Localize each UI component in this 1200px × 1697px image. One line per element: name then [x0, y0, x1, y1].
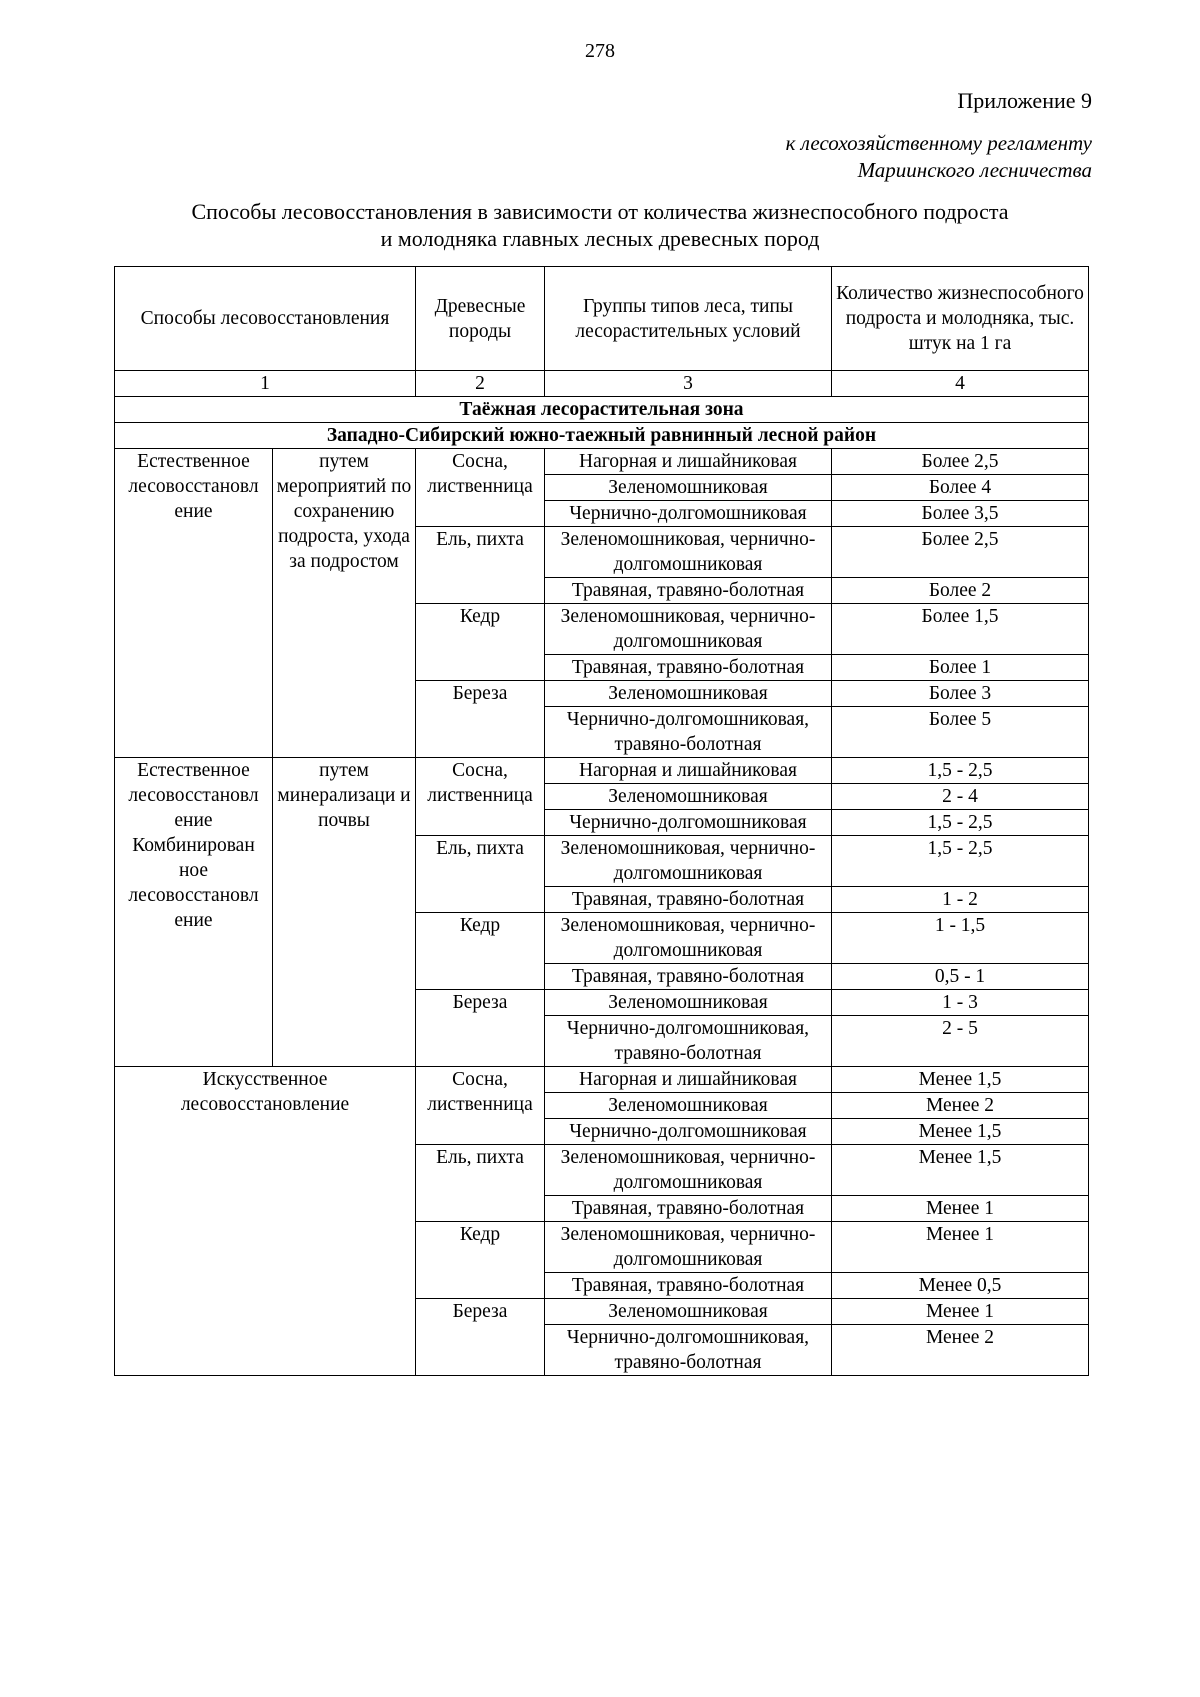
forest-group-cell: Травяная, травяно-болотная	[545, 1273, 832, 1299]
forest-group-cell: Зеленомошниковая, чернично-долгомошниковая	[545, 836, 832, 887]
forest-group-cell: Зеленомошниковая, чернично-долгомошниковая	[545, 604, 832, 655]
quantity-cell: 0,5 - 1	[832, 964, 1089, 990]
quantity-cell: Менее 1	[832, 1222, 1089, 1273]
quantity-cell: Более 5	[832, 707, 1089, 758]
table-row	[115, 449, 1089, 475]
subtitle-line: Мариинского лесничества	[857, 158, 1092, 182]
forest-group-cell: Травяная, травяно-болотная	[545, 1196, 832, 1222]
appendix-subtitle	[786, 130, 1092, 184]
forest-group-cell: Нагорная и лишайниковая	[545, 758, 832, 784]
quantity-cell: Менее 1,5	[832, 1067, 1089, 1093]
forest-group-cell: Нагорная и лишайниковая	[545, 1067, 832, 1093]
header-methods: Способы лесовосстановления	[115, 267, 416, 371]
quantity-cell: Более 3	[832, 681, 1089, 707]
quantity-cell: Менее 1	[832, 1299, 1089, 1325]
region-heading: Западно-Сибирский южно-таежный равнинный лесной район	[115, 423, 1089, 449]
zone-heading: Таёжная лесорастительная зона	[115, 397, 1089, 423]
forest-group-cell: Зеленомошниковая, чернично-долгомошниковая	[545, 913, 832, 964]
forest-group-cell: Чернично-долгомошниковая	[545, 810, 832, 836]
method-cell: Естественное лесовосстановл ение	[115, 449, 273, 758]
species-cell: Ель, пихта	[416, 836, 545, 913]
method-cell: Искусственное лесовосстановление	[115, 1067, 416, 1376]
forest-group-cell: Зеленомошниковая, чернично-долгомошниковая	[545, 527, 832, 578]
document-title	[0, 198, 1200, 252]
quantity-cell: Менее 1,5	[832, 1119, 1089, 1145]
quantity-cell: Более 4	[832, 475, 1089, 501]
species-cell: Береза	[416, 1299, 545, 1376]
quantity-cell: Менее 1	[832, 1196, 1089, 1222]
quantity-cell: Более 2,5	[832, 527, 1089, 578]
quantity-cell: 1,5 - 2,5	[832, 836, 1089, 887]
quantity-cell: Более 3,5	[832, 501, 1089, 527]
subtitle-line: к лесохозяйственному регламенту	[785, 131, 1092, 155]
quantity-cell: Менее 0,5	[832, 1273, 1089, 1299]
forest-group-cell: Чернично-долгомошниковая	[545, 1119, 832, 1145]
quantity-cell: 1 - 3	[832, 990, 1089, 1016]
quantity-cell: 2 - 5	[832, 1016, 1089, 1067]
page-number: 278	[585, 40, 615, 62]
column-number: 1	[115, 371, 416, 397]
species-cell: Береза	[416, 990, 545, 1067]
quantity-cell: 1 - 1,5	[832, 913, 1089, 964]
zone-row	[115, 397, 1089, 423]
forest-group-cell: Зеленомошниковая	[545, 475, 832, 501]
forest-group-cell: Зеленомошниковая	[545, 990, 832, 1016]
forest-group-cell: Зеленомошниковая	[545, 1299, 832, 1325]
title-line: и молодняка главных лесных древесных пород	[380, 226, 820, 251]
forest-group-cell: Зеленомошниковая	[545, 681, 832, 707]
table-row	[115, 758, 1089, 784]
forest-group-cell: Травяная, травяно-болотная	[545, 964, 832, 990]
species-cell: Кедр	[416, 1222, 545, 1299]
forest-group-cell: Травяная, травяно-болотная	[545, 578, 832, 604]
forest-group-cell: Чернично-долгомошниковая, травяно-болотная	[545, 1325, 832, 1376]
column-number-row	[115, 371, 1089, 397]
species-cell: Сосна, лиственница	[416, 449, 545, 527]
species-cell: Ель, пихта	[416, 527, 545, 604]
species-cell: Сосна, лиственница	[416, 1067, 545, 1145]
appendix-label: Приложение 9	[957, 88, 1092, 113]
region-row	[115, 423, 1089, 449]
forest-group-cell: Зеленомошниковая, чернично-долгомошниковая	[545, 1145, 832, 1196]
species-cell: Кедр	[416, 604, 545, 681]
quantity-cell: 1 - 2	[832, 887, 1089, 913]
quantity-cell: Более 1,5	[832, 604, 1089, 655]
quantity-cell: Более 2	[832, 578, 1089, 604]
header-quantity: Количество жизнеспособного подроста и молодняка, тыс. штук на 1 га	[832, 267, 1089, 371]
forest-group-cell: Травяная, травяно-болотная	[545, 655, 832, 681]
quantity-cell: Более 2,5	[832, 449, 1089, 475]
quantity-cell: 2 - 4	[832, 784, 1089, 810]
quantity-cell: Менее 2	[832, 1093, 1089, 1119]
species-cell: Ель, пихта	[416, 1145, 545, 1222]
forest-group-cell: Чернично-долгомошниковая, травяно-болотная	[545, 1016, 832, 1067]
header-species: Древесные породы	[416, 267, 545, 371]
table-row	[115, 1067, 1089, 1093]
column-number: 4	[832, 371, 1089, 397]
means-cell: путем минерализаци и почвы	[273, 758, 416, 1067]
forest-group-cell: Травяная, травяно-болотная	[545, 887, 832, 913]
means-cell: путем мероприятий по сохранению подроста, ухода за подростом	[273, 449, 416, 758]
forest-group-cell: Нагорная и лишайниковая	[545, 449, 832, 475]
quantity-cell: 1,5 - 2,5	[832, 758, 1089, 784]
method-cell: Естественное лесовосстановл ение Комбинирован ное лесовосстановл ение	[115, 758, 273, 1067]
column-number: 2	[416, 371, 545, 397]
header-groups: Группы типов леса, типы лесорастительных условий	[545, 267, 832, 371]
title-line: Способы лесовосстановления в зависимости от количества жизнеспособного подроста	[191, 199, 1009, 224]
quantity-cell: 1,5 - 2,5	[832, 810, 1089, 836]
species-cell: Береза	[416, 681, 545, 758]
species-cell: Сосна, лиственница	[416, 758, 545, 836]
forest-group-cell: Зеленомошниковая	[545, 1093, 832, 1119]
column-number: 3	[545, 371, 832, 397]
forest-group-cell: Зеленомошниковая, чернично-долгомошниковая	[545, 1222, 832, 1273]
header-row	[115, 267, 1089, 371]
forest-group-cell: Чернично-долгомошниковая, травяно-болотная	[545, 707, 832, 758]
species-cell: Кедр	[416, 913, 545, 990]
quantity-cell: Более 1	[832, 655, 1089, 681]
quantity-cell: Менее 2	[832, 1325, 1089, 1376]
forest-group-cell: Чернично-долгомошниковая	[545, 501, 832, 527]
forest-group-cell: Зеленомошниковая	[545, 784, 832, 810]
reforestation-table	[114, 266, 1089, 1376]
quantity-cell: Менее 1,5	[832, 1145, 1089, 1196]
